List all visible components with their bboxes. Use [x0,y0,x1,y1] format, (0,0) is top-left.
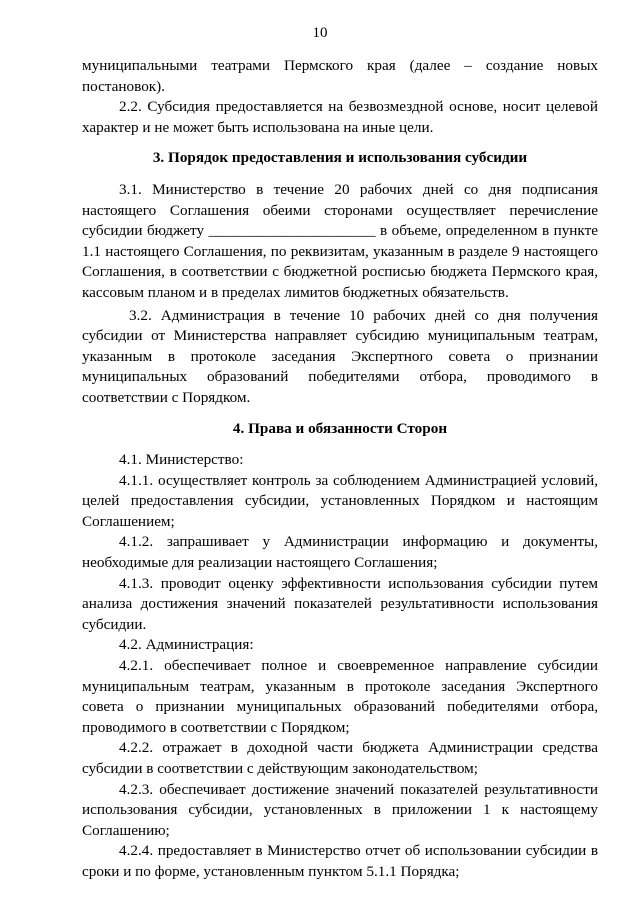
section-3-heading: 3. Порядок предоставления и использования субсидии [152,149,528,167]
paragraph-4-2-3: 4.2.3. обеспечивает достижение значений показателей результативности использования субсидии, установленных в приложении 1 к настоящему Соглашению; [82,780,598,839]
paragraph-4-1-3: 4.1.3. проводит оценку эффективности использования субсидии путем анализа достижения значений показателей результативности использования субсидии. [82,574,598,633]
paragraph-4-2: 4.2. Администрация: [119,636,254,654]
document-body [82,56,598,883]
paragraph-4-1-2: 4.1.2. запрашивает у Администрации информацию и документы, необходимые для реализации настоящего Соглашения; [82,533,598,572]
paragraph-3-1: 3.1. Министерство в течение 20 рабочих дней со дня подписания настоящего Соглашения обеими сторонами осуществляет перечисление субсидии бюджету ______________________ в объеме, определенном в пункте 1.1 настоящего Соглашения, по реквизитам, указанным в разделе 9 настоящего Соглашения, в соответствии с бюджетной росписью бюджета Пермского края, кассовым планом и в пределах лимитов бюджетных обязательств. [82,180,598,301]
paragraph-4-2-1: 4.2.1. обеспечивает полное и своевременное направление субсидии муниципальным театрам, указанным в протоколе заседания Экспертного совета о признании муниципальных образований победителями отбора, проводимого в соответствии с Порядком; [82,657,598,736]
paragraph-2-1-continuation: муниципальными театрами Пермского края (далее – создание новых постановок). [82,57,598,95]
page-number: 10 [312,25,328,41]
paragraph-4-2-4: 4.2.4. предоставляет в Министерство отчет об использовании субсидии в сроки и по форме, установленным пунктом 5.1.1 Порядка; [82,842,598,880]
paragraph-3-2: 3.2. Администрация в течение 10 рабочих дней со дня получения субсидии от Министерства направляет субсидию муниципальным театрам, указанным в протоколе заседания Экспертного совета о признании муниципальных образований победителями отбора, проводимого в соответствии с Порядком. [82,306,598,406]
section-4-heading: 4. Права и обязанности Сторон [232,419,448,437]
paragraph-4-1-1: 4.1.1. осуществляет контроль за соблюдением Администрацией условий, целей предоставления субсидии, установленных Порядком и настоящим Соглашением; [82,471,598,530]
paragraph-4-1: 4.1. Министерство: [119,451,244,469]
paragraph-4-2-2: 4.2.2. отражает в доходной части бюджета Администрации средства субсидии в соответствии с действующим законодательством; [82,739,598,777]
paragraph-2-2: 2.2. Субсидия предоставляется на безвозмездной основе, носит целевой характер и не может быть использована на иные цели. [82,98,598,136]
